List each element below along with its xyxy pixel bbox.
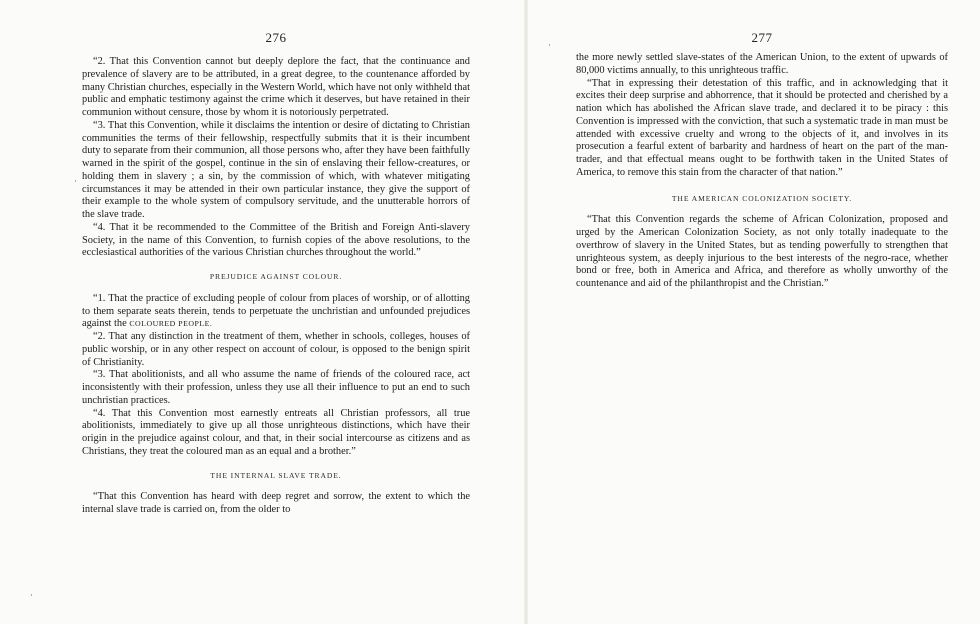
margin-speck: · <box>74 176 77 186</box>
prejudice-paragraph-1 <box>82 293 470 331</box>
internal-trade-paragraph: “That this Convention has heard with deep regret and sorrow, the extent to which the internal slave trade is carried on, from the older to <box>82 491 470 515</box>
heading-american-colonization-society: THE AMERICAN COLONIZATION SOCIETY. <box>671 193 853 203</box>
heading-internal-slave-trade: THE INTERNAL SLAVE TRADE. <box>210 470 342 480</box>
colonization-paragraph: “That this Convention regards the scheme of African Colonization, proposed and urged by the American Colonization Society, as not only totally inadequate to the overthrow of slavery in the United States, but as tending powerfully to strengthen that unrighteous system, as deeply injurious to the best interests of the negro-race, whether bond or free, both in America and Africa, and therefore as wholly unworthy of the countenance and aid of the philanthropist and the Christian.” <box>576 214 948 289</box>
gutter-speck: · <box>548 40 551 50</box>
heading-prejudice-against-colour: PREJUDICE AGAINST COLOUR. <box>209 272 343 281</box>
resolution-paragraph-4: “4. That it be recommended to the Committee of the British and Foreign Anti-slavery Society, in the name of this Convention, to furnish copies of the above resolutions, to the ecclesiastical authorities of the various Christian churches throughout the world.” <box>82 221 470 259</box>
resolution-paragraph-2: “2. That this Convention cannot but deeply deplore the fact, that the continuance and prevalence of slavery are to be attributed, in a great degree, to the countenance afforded by many Christian churches, especially in the Western World, which have not only withheld that public and emphatic testimony against the crime which it deserves, but have retained in their communion without censure, those by whom it is notoriously perpetrated. <box>82 56 470 118</box>
book-gutter <box>524 0 528 624</box>
prejudice-paragraph-1-smallcaps: COLOURED PEOPLE. <box>129 319 213 329</box>
internal-trade-continuation: the more newly settled slave-states of the American Union, to the extent of upwards of 80,000 victims annually, to this unrighteous traffic. <box>576 52 948 76</box>
detestation-paragraph: “That in expressing their detestation of this traffic, and in acknowledging that it excites their deep surprise and abhorrence, that it should be protected and cherished by a nation which has abolished the African slave trade, and declared it to be piracy : this Convention is impressed with the conviction, that such a systematic trade in man must be attended with excessive cruelty and wrong to the objects of it, and involves in its prosecution a fearful extent of barbarity and hardness of heart on the part of the man-trader, and that effectual means ought to be forthwith taken in the United States of America, to remove this stain from the character of that nation.” <box>576 77 948 178</box>
prejudice-paragraph-4: “4. That this Convention most earnestly entreats all Christian professors, all true abolitionists, immediately to give up all those unrighteous distinctions, which have their origin in the prejudice against colour, and that, in their social intercourse as citizens and as Christians, they treat the coloured man as an equal and a brother.” <box>82 407 470 457</box>
margin-speck: · <box>30 590 33 600</box>
resolution-paragraph-3: “3. That this Convention, while it disclaims the intention or desire of dictating to Christian communities the terms of their fellowship, respectfully submits that it is their incumbent duty to separate from their communion, all those persons who, after they have been faithfully warned in the spirit of the gospel, continue in the sin of enslaving their fellow-creatures, or holding them in slavery ; a sin, by the commission of which, with whatever mitigating circumstances it may be attended in their own particular instance, they give the support of their example to the whole system of compulsory servitude, and the unutterable horrors of the slave trade. <box>82 119 470 220</box>
prejudice-paragraph-3: “3. That abolitionists, and all who assume the name of friends of the coloured race, act inconsistently with their profession, unless they use all their influence to put an end to such unchristian practices. <box>82 369 470 406</box>
left-page-body <box>82 56 470 517</box>
page-number-right: 277 <box>751 30 773 45</box>
prejudice-paragraph-2: “2. That any distinction in the treatment of them, whether in schools, colleges, houses of public worship, or in any other respect on account of colour, is opposed to the benign spirit of Christianity. <box>82 331 470 368</box>
page-number-left: 276 <box>265 30 287 45</box>
right-page-body <box>576 52 948 291</box>
prejudice-paragraph-1-text: “1. That the practice of excluding people of colour from places of worship, or of allotting to them separate seats therein, tends to perpetuate the unchristian and unfounded prejudices against the <box>82 292 470 330</box>
